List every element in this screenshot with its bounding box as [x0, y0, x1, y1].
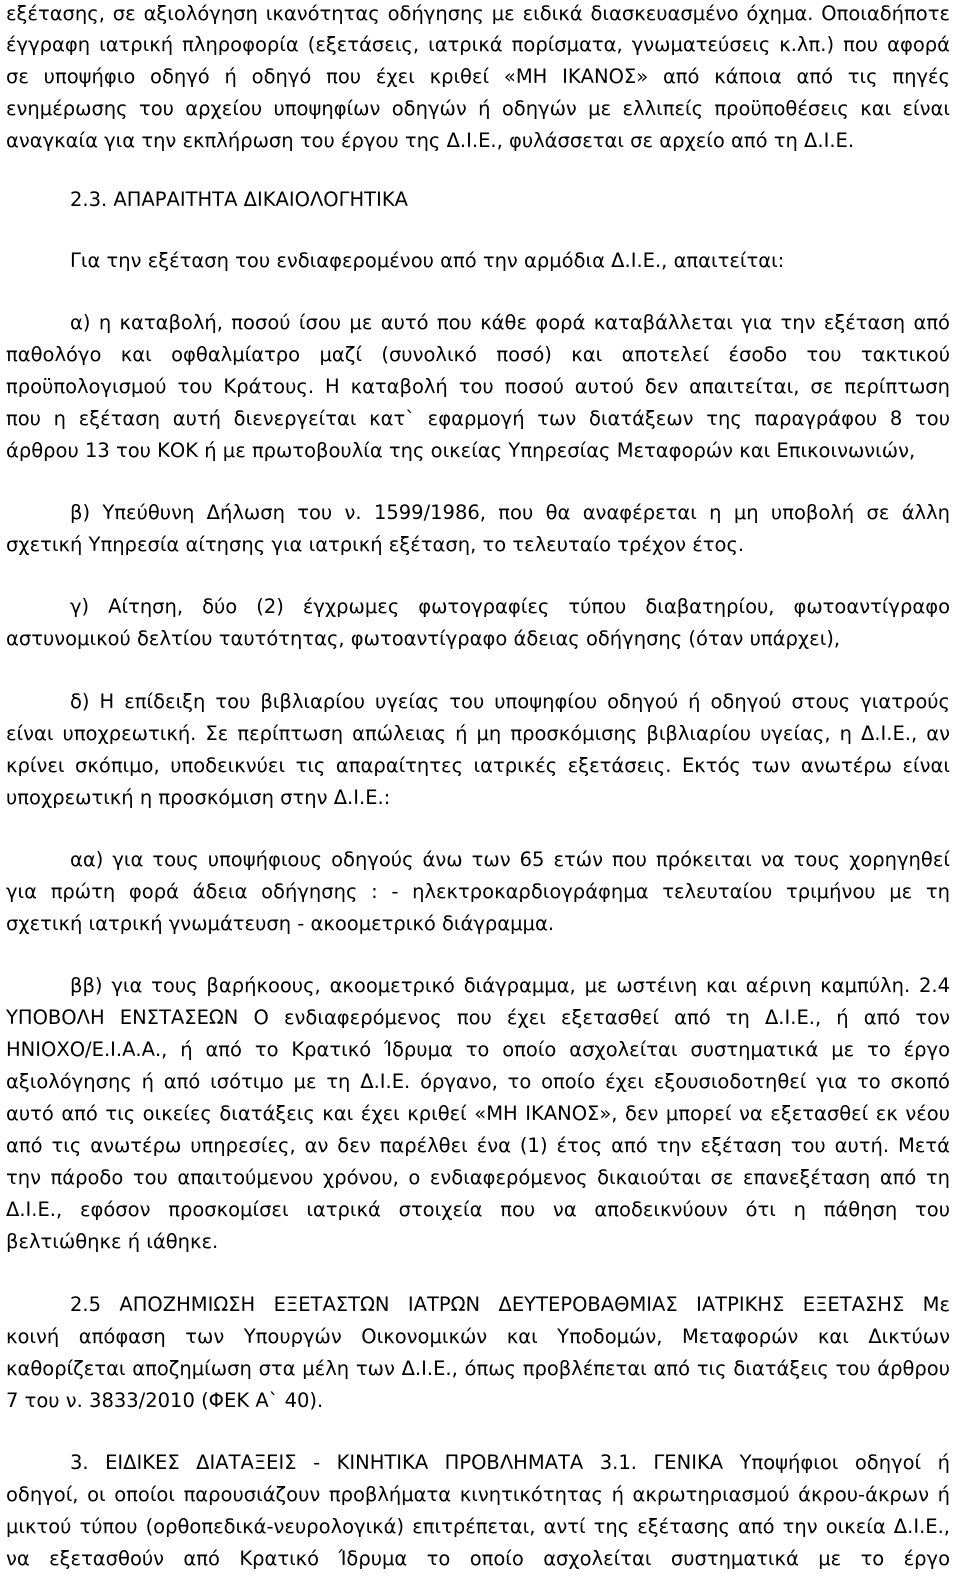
section-heading: 2.3. ΑΠΑΡΑΙΤΗΤΑ ΔΙΚΑΙΟΛΟΓΗΤΙΚΑ	[70, 188, 408, 211]
text-line: ΗΝΙΟΧΟ/Ε.Ι.Α.Α., ή από το Κρατικό Ίδρυμα το οποίο ασχολείται συστηματικά με το έργο	[6, 1038, 950, 1061]
text-line: Δ.Ι.Ε., εφόσον προσκομίσει ιατρικά στοιχεία που να αποδεικνύουν ότι η πάθηση του	[6, 1198, 950, 1221]
text-line: εξέτασης, σε αξιολόγηση ικανότητας οδήγησης με ειδικά διασκευασμένο όχημα. Οποιαδήποτε	[6, 2, 950, 25]
text-line: αναγκαία για την εκπλήρωση του έργου της Δ.Ι.Ε., φυλάσσεται σε αρχείο από τη Δ.Ι.Ε.	[6, 129, 855, 152]
list-item-line: β) Υπεύθυνη Δήλωση του ν. 1599/1986, που θα αναφέρεται η μη υποβολή σε άλλη	[70, 501, 950, 524]
text-line: καθορίζεται αποζημίωση στα μέλη των Δ.Ι.Ε., όπως προβλέπεται από τις διατάξεις του άρθρου	[6, 1357, 950, 1380]
text-line: προϋπολογισμού του Κράτους. Η καταβολή του ποσού αυτού δεν απαιτείται, σε περίπτωση	[6, 375, 950, 398]
text-line: ενημέρωσης του αρχείου υποψηφίων οδηγών ή οδηγών με ελλιπείς προϋποθέσεις και είναι	[6, 97, 950, 120]
text-line: από τις ανωτέρω υπηρεσίες, αν δεν παρέλθει ένα (1) έτος από την εξέταση του αυτή. Μετά	[6, 1134, 950, 1157]
text-line: βελτιώθηκε ή ιάθηκε.	[6, 1230, 219, 1253]
text-line: κρίνει σκόπιμο, υποδεικνύει τις απαραίτητες ιατρικές εξετάσεις. Εκτός των ανωτέρω είναι	[6, 754, 950, 777]
text-line: αυτό από τις οικείες διατάξεις και έχει κριθεί «ΜΗ ΙΚΑΝΟΣ», δεν μπορεί να εξετασθεί εκ νέου	[6, 1102, 950, 1125]
list-item-line: γ) Αίτηση, δύο (2) έγχρωμες φωτογραφίες τύπου διαβατηρίου, φωτοαντίγραφο	[70, 595, 950, 618]
text-line: να εξετασθούν από Κρατικό Ίδρυμα το οποίο ασχολείται συστηματικά με το έργο	[6, 1547, 950, 1570]
list-item-line: ββ) για τους βαρήκοους, ακοομετρικό διάγραμμα, με ωστέινη και αέρινη καμπύλη. 2.4	[70, 974, 950, 997]
section-heading: 2.5 ΑΠΟΖΗΜΙΩΣΗ ΕΞΕΤΑΣΤΩΝ ΙΑΤΡΩΝ ΔΕΥΤΕΡΟΒΑΘΜΙΑΣ ΙΑΤΡΙΚΗΣ ΕΞΕΤΑΣΗΣ Με	[70, 1293, 950, 1316]
text-line: 7 του ν. 3833/2010 (ΦΕΚ Α` 40).	[6, 1389, 324, 1412]
text-line: υποχρεωτική η προσκόμιση στην Δ.Ι.Ε.:	[6, 786, 391, 809]
list-item-line: α) η καταβολή, ποσού ίσου με αυτό που κάθε φορά καταβάλλεται για την εξέταση από	[70, 311, 950, 334]
text-line: αξιολόγησης ή από ισότιμο με τη Δ.Ι.Ε. όργανο, το οποίο έχει εξουσιοδοτηθεί για το σκοπό	[6, 1070, 950, 1093]
text-line: Για την εξέταση του ενδιαφερομένου από την αρμόδια Δ.Ι.Ε., απαιτείται:	[70, 249, 785, 272]
text-line: σχετική Υπηρεσία αίτησης για ιατρική εξέταση, το τελευταίο τρέχον έτος.	[6, 533, 745, 556]
text-line: κοινή απόφαση των Υπουργών Οικονομικών και Υποδομών, Μεταφορών και Δικτύων	[6, 1325, 950, 1348]
text-line: για πρώτη φορά άδεια οδήγησης : - ηλεκτροκαρδιογράφημα τελευταίου τριμήνου με τη	[6, 880, 950, 903]
text-line: που η εξέταση αυτή διενεργείται κατ` εφαρμογή των διατάξεων της παραγράφου 8 του	[6, 407, 950, 430]
text-line: την πάροδο του απαιτούμενου χρόνου, ο ενδιαφερόμενος δικαιούται σε επανεξέταση από τη	[6, 1166, 950, 1189]
text-line: σχετική ιατρική γνωμάτευση - ακοομετρικό διάγραμμα.	[6, 912, 555, 935]
text-line: άρθρου 13 του ΚΟΚ ή με πρωτοβουλία της οικείας Υπηρεσίας Μεταφορών και Επικοινωνιών,	[6, 439, 916, 462]
text-line: είναι υποχρεωτική. Σε περίπτωση απώλειας ή μη προσκόμισης βιβλιαρίου υγείας, η Δ.Ι.Ε., αν	[6, 722, 950, 745]
text-line: σε υποψήφιο οδηγό ή οδηγό που έχει κριθεί «ΜΗ ΙΚΑΝΟΣ» από κάποια από τις πηγές	[6, 65, 950, 88]
text-line: ΥΠΟΒΟΛΗ ΕΝΣΤΑΣΕΩΝ Ο ενδιαφερόμενος που έχει εξετασθεί από τη Δ.Ι.Ε., ή από τον	[6, 1006, 950, 1029]
section-heading: 3. ΕΙΔΙΚΕΣ ΔΙΑΤΑΞΕΙΣ - ΚΙΝΗΤΙΚΑ ΠΡΟΒΛΗΜΑΤΑ 3.1. ΓΕΝΙΚΑ Υποψήφιοι οδηγοί ή	[70, 1451, 950, 1474]
text-line: οδηγοί, οι οποίοι παρουσιάζουν προβλήματα κινητικότητας ή ακρωτηριασμού άκρου-άκρων ή	[6, 1483, 950, 1506]
text-line: μικτού τύπου (ορθοπεδικά-νευρολογικά) επιτρέπεται, αντί της εξέτασης από την οικεία Δ.Ι.Ε.,	[6, 1515, 950, 1538]
list-item-line: δ) Η επίδειξη του βιβλιαρίου υγείας του υποψηφίου οδηγού ή οδηγού στους γιατρούς	[70, 690, 950, 713]
text-line: έγγραφη ιατρική πληροφορία (εξετάσεις, ιατρικά πορίσματα, γνωματεύσεις κ.λπ.) που αφορά	[6, 33, 950, 56]
text-line: αστυνομικού δελτίου ταυτότητας, φωτοαντίγραφο άδειας οδήγησης (όταν υπάρχει),	[6, 627, 841, 650]
text-line: παθολόγο και οφθαλμίατρο μαζί (συνολικό ποσό) και αποτελεί έσοδο του τακτικού	[6, 343, 950, 366]
list-item-line: αα) για τους υποψήφιους οδηγούς άνω των 65 ετών που πρόκειται να τους χορηγηθεί	[70, 848, 950, 871]
